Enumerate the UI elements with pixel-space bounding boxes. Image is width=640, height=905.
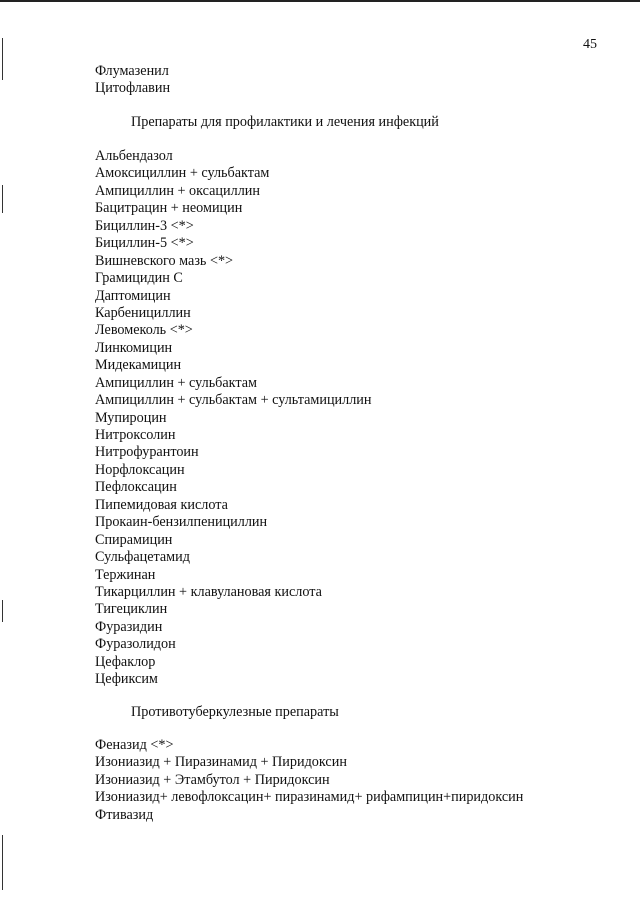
intro-list — [95, 63, 625, 98]
list-item: Ампициллин + сульбактам — [95, 374, 258, 391]
list-item: Тикарциллин + клавулановая кислота — [95, 583, 322, 600]
list-item: Фтивазид — [95, 806, 154, 823]
list-item: Бацитрацин + неомицин — [95, 200, 243, 217]
list-item: Прокаин-бензилпенициллин — [95, 514, 268, 531]
list-item: Линкомицин — [95, 339, 173, 356]
list-item: Норфлоксацин — [95, 461, 185, 478]
list-item: Бициллин-5 <*> — [95, 235, 194, 252]
section-heading-tb: Противотуберкулезные препараты — [131, 704, 339, 720]
list-item: Нитрофурантоин — [95, 444, 199, 461]
list-item: Изониазид + Пиразинамид + Пиридоксин — [95, 754, 347, 771]
list-item: Амоксициллин + сульбактам — [95, 165, 270, 182]
list-item: Карбенициллин — [95, 304, 191, 321]
scan-edge-mark — [2, 835, 3, 890]
scan-edge-mark — [2, 600, 3, 622]
list-item: Сульфацетамид — [95, 549, 190, 566]
list-item: Феназид <*> — [95, 737, 174, 753]
list-item: Цефаклор — [95, 653, 156, 670]
list-item: Бициллин-3 <*> — [95, 217, 194, 234]
list-item: Ампициллин + оксациллин — [95, 182, 260, 199]
page-number: 45 — [583, 37, 597, 52]
list-item: Флумазенил — [95, 63, 169, 79]
section-heading-infections: Препараты для профилактики и лечения инфекций — [131, 114, 439, 130]
scan-edge-mark — [2, 185, 3, 213]
list-item: Левомеколь <*> — [95, 322, 193, 339]
list-item: Спирамицин — [95, 531, 173, 548]
list-item: Альбендазол — [95, 148, 173, 164]
list-item: Нитроксолин — [95, 427, 176, 443]
list-item: Цефиксим — [95, 671, 158, 688]
list-item: Тержинан — [95, 566, 156, 583]
list-item: Ампициллин + сульбактам + сультамициллин — [95, 392, 372, 409]
tb-list — [95, 737, 625, 824]
list-item: Пипемидовая кислота — [95, 496, 228, 513]
list-item: Цитофлавин — [95, 80, 171, 97]
list-item: Вишневского мазь <*> — [95, 252, 234, 269]
list-item: Мупироцин — [95, 409, 167, 426]
list-item: Тигециклин — [95, 601, 168, 618]
list-item: Пефлоксацин — [95, 479, 177, 496]
list-item: Изониазид+ левофлоксацин+ пиразинамид+ рифампицин+пиридоксин — [95, 789, 524, 806]
list-item: Мидекамицин — [95, 357, 182, 374]
top-border-line — [0, 0, 640, 2]
list-item: Даптомицин — [95, 287, 171, 304]
list-item: Изониазид + Этамбутол + Пиридоксин — [95, 771, 330, 788]
list-item: Грамицидин С — [95, 270, 183, 287]
list-item: Фуразидин — [95, 618, 163, 635]
infections-list — [95, 148, 625, 689]
scan-edge-mark — [2, 38, 3, 80]
list-item: Фуразолидон — [95, 636, 176, 653]
